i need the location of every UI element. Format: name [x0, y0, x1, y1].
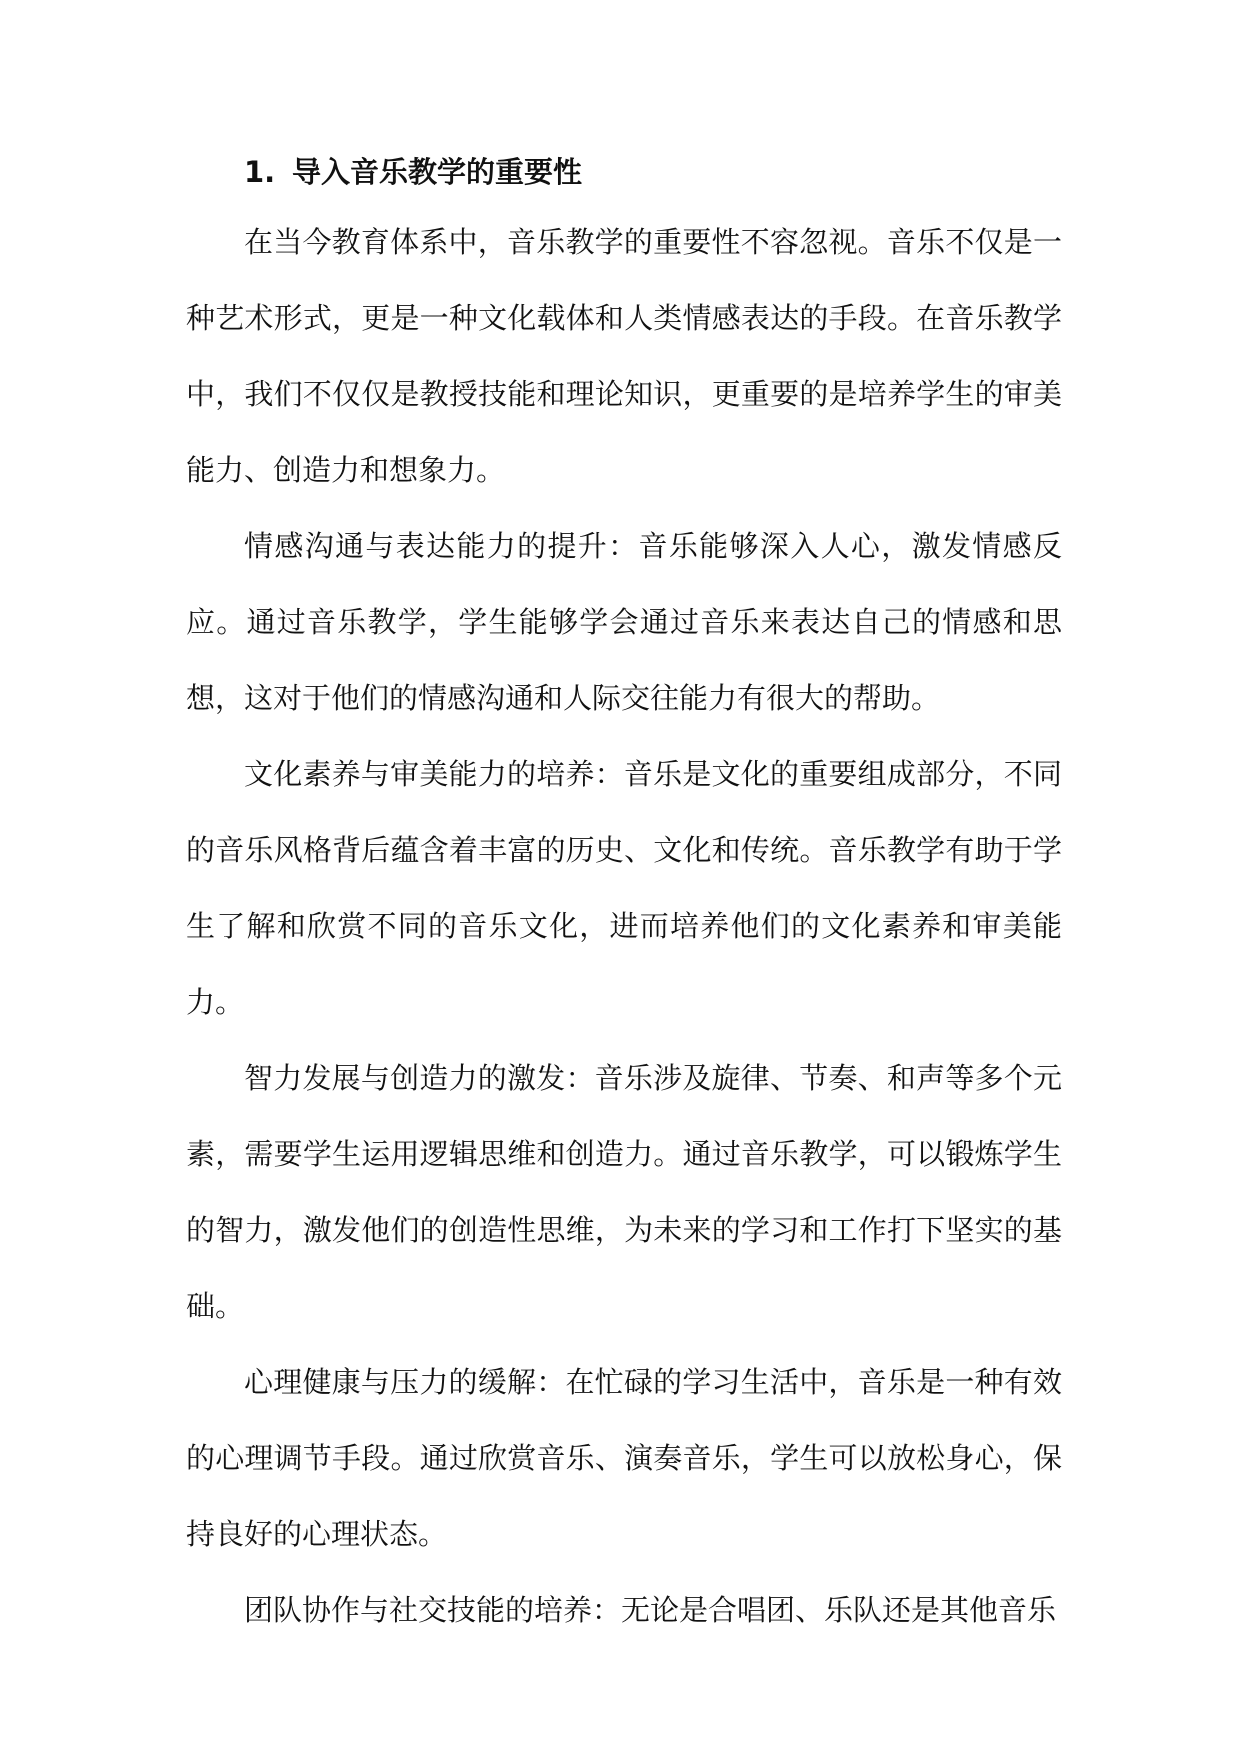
paragraph-teamwork: 团队协作与社交技能的培养：无论是合唱团、乐队还是其他音乐 — [244, 1593, 1057, 1627]
section-number: 1. — [244, 155, 276, 189]
section-title: 导入音乐教学的重要性 — [292, 155, 583, 189]
paragraph-emotional-communication: 情感沟通与表达能力的提升：音乐能够深入人心，激发情感反应。通过音乐教学，学生能够学会通过音乐来表达自己的情感和思想，这对于他们的情感沟通和人际交往能力有很大的帮助。 — [186, 529, 1062, 715]
document-body — [186, 140, 1062, 1648]
paragraph-intro: 在当今教育体系中，音乐教学的重要性不容忽视。音乐不仅是一种艺术形式，更是一种文化载体和人类情感表达的手段。在音乐教学中，我们不仅仅是教授技能和理论知识，更重要的是培养学生的审美能力、创造力和想象力。 — [186, 225, 1062, 487]
paragraph-cultural-literacy: 文化素养与审美能力的培养：音乐是文化的重要组成部分，不同的音乐风格背后蕴含着丰富的历史、文化和传统。音乐教学有助于学生了解和欣赏不同的音乐文化，进而培养他们的文化素养和审美能力。 — [186, 757, 1062, 1019]
paragraph-mental-health: 心理健康与压力的缓解：在忙碌的学习生活中，音乐是一种有效的心理调节手段。通过欣赏音乐、演奏音乐，学生可以放松身心，保持良好的心理状态。 — [186, 1365, 1062, 1551]
paragraph-intellectual-development: 智力发展与创造力的激发：音乐涉及旋律、节奏、和声等多个元素，需要学生运用逻辑思维和创造力。通过音乐教学，可以锻炼学生的智力，激发他们的创造性思维，为未来的学习和工作打下坚实的基础。 — [186, 1061, 1062, 1323]
section-heading — [186, 140, 1062, 204]
